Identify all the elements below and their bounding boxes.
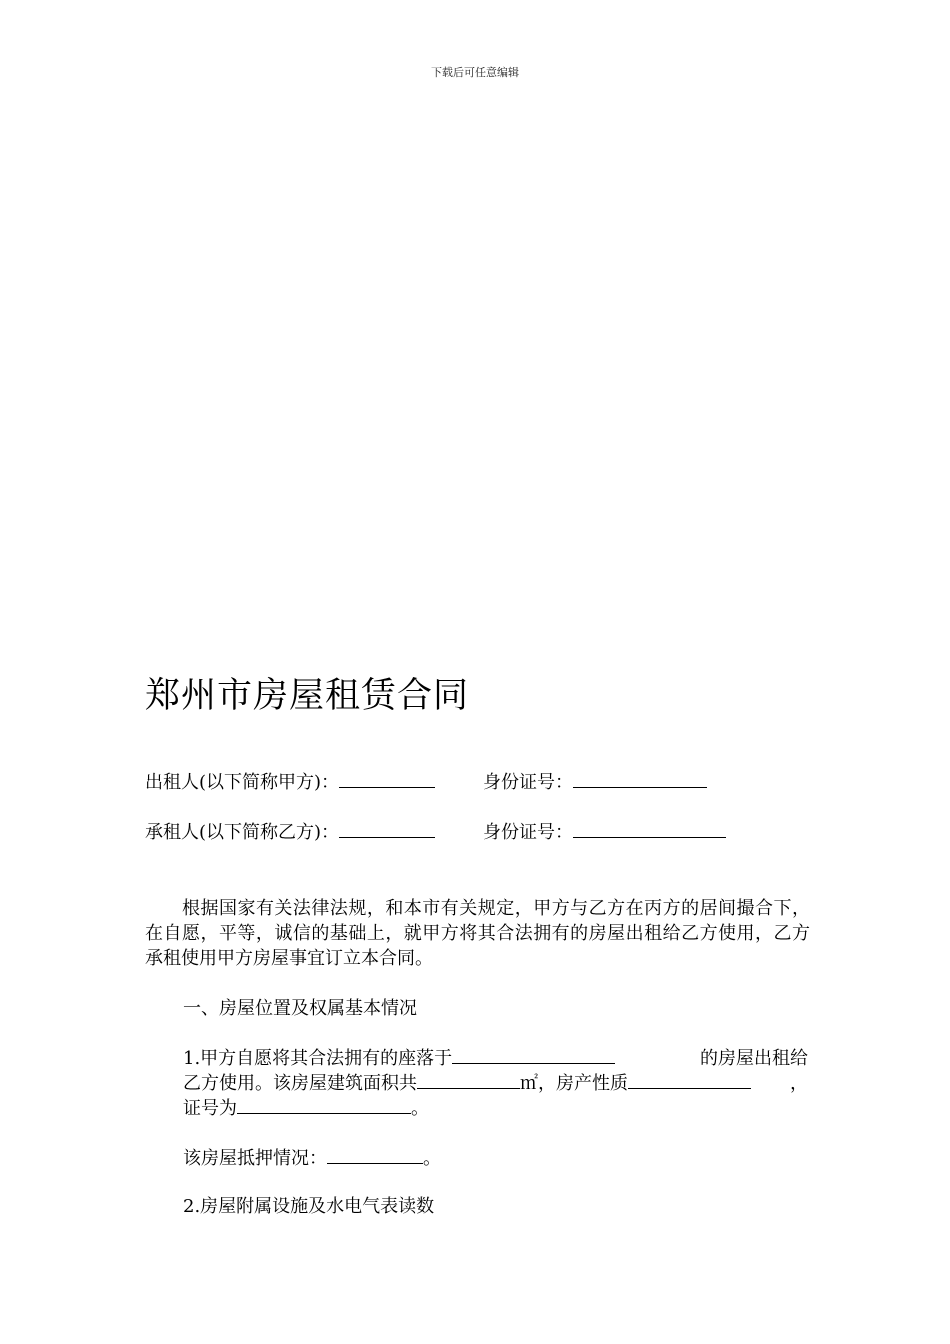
clause-1-line-3 <box>183 1096 808 1121</box>
mortgage-blank <box>327 1148 423 1164</box>
contract-title: 郑州市房屋租赁合同 <box>145 676 470 716</box>
lessee-name-blank <box>339 822 435 838</box>
area-unit: ㎡，房产性质 <box>520 1073 628 1094</box>
lessor-label: 出租人(以下简称甲方)： <box>145 772 340 793</box>
certificate-number-blank <box>237 1098 411 1114</box>
clause-1 <box>183 1046 808 1121</box>
lessee-id-group <box>483 822 726 844</box>
section1-heading: 一、房屋位置及权属基本情况 <box>183 998 417 1019</box>
mortgage-label: 该房屋抵押情况： <box>183 1148 327 1169</box>
lessor-id-label: 身份证号： <box>483 772 573 793</box>
lessee-line <box>145 822 845 844</box>
lessor-line <box>145 772 845 794</box>
lessor-id-blank <box>573 772 707 788</box>
location-blank <box>452 1048 615 1064</box>
clause-1-line-1 <box>183 1046 808 1071</box>
lessee-label: 承租人(以下简称乙方)： <box>145 822 340 843</box>
preamble-paragraph: 根据国家有关法律法规，和本市有关规定，甲方与乙方在丙方的居间撮合下，在自愿，平等，诚信的基础上，就甲方将其合法拥有的房屋出租给乙方使用，乙方承租使用甲方房屋事宜订立本合同。 <box>145 898 810 969</box>
page-header-note: 下载后可任意编辑 <box>431 66 519 79</box>
clause-2-heading: 2.房屋附属设施及水电气表读数 <box>183 1196 435 1217</box>
clause-1-line2-end: ， <box>790 1073 808 1094</box>
lessee-id-label: 身份证号： <box>483 822 573 843</box>
property-nature-blank <box>628 1073 751 1089</box>
clause-1-line3-prefix: 证号为 <box>183 1098 237 1119</box>
lessee-id-blank <box>573 822 726 838</box>
clause-1-line-2 <box>183 1071 808 1096</box>
clause-1-line2-prefix: 乙方使用。该房屋建筑面积共 <box>183 1073 417 1094</box>
lessor-id-group <box>483 772 707 794</box>
clause-1-line3-end: 。 <box>411 1098 429 1119</box>
mortgage-end: 。 <box>423 1148 441 1169</box>
area-blank <box>417 1073 520 1089</box>
clause-1-prefix: 1.甲方自愿将其合法拥有的座落于 <box>183 1048 453 1069</box>
lessor-name-blank <box>339 772 435 788</box>
clause-1-after-location: 的房屋出租给 <box>700 1048 808 1069</box>
mortgage-line <box>183 1146 441 1171</box>
